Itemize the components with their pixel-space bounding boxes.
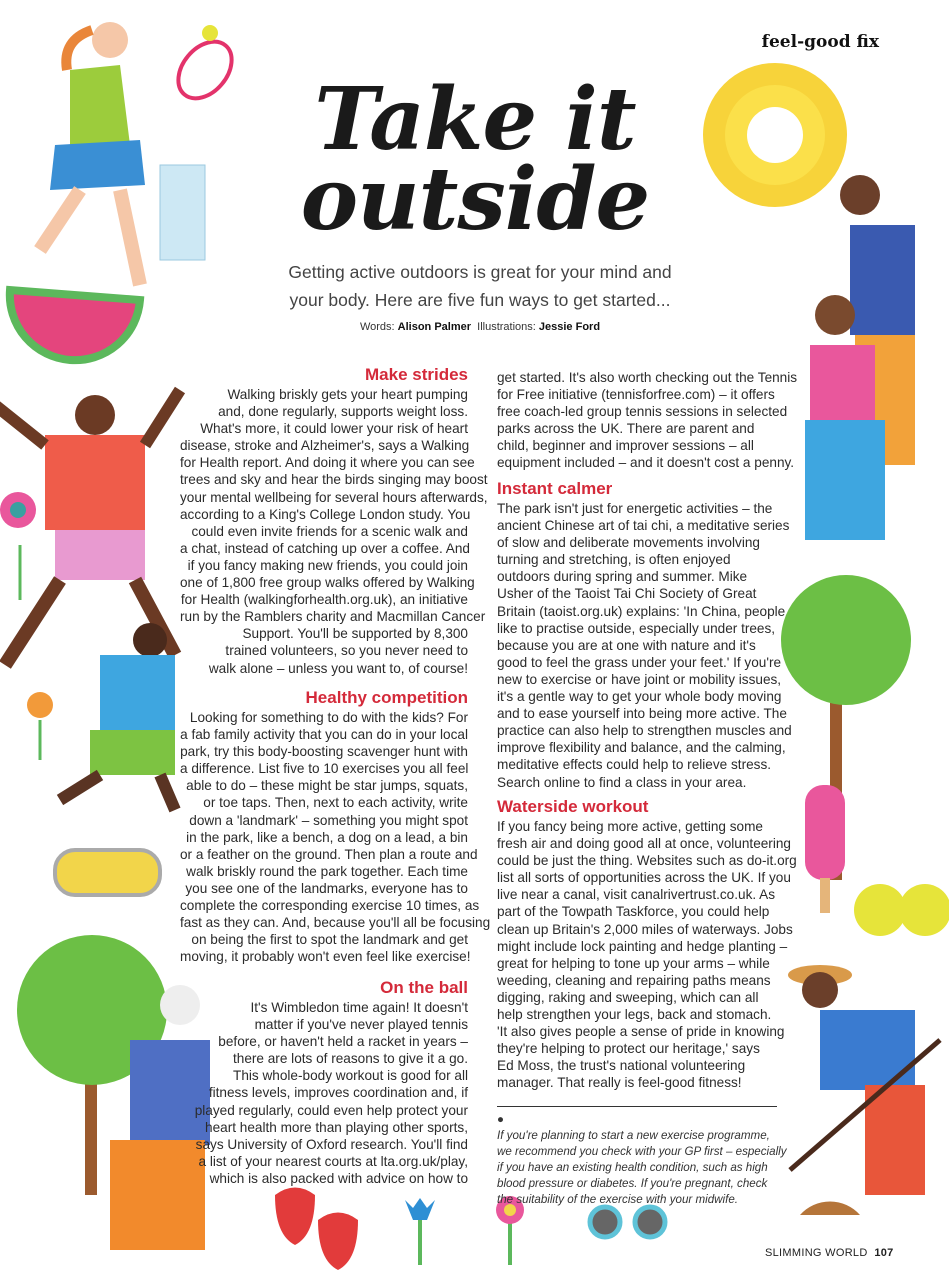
text-line: new to exercise or have joint or mobility issues,: [497, 671, 782, 687]
text-line: it's a gentle way to get your whole body moving: [497, 689, 782, 705]
section-body: [497, 818, 797, 1092]
text-line: might include lock painting and hedge planting –: [497, 938, 788, 954]
text-line: Ed Moss, the trust's national volunteering: [497, 1058, 746, 1074]
ice-lolly-illustration: [805, 785, 845, 913]
section-make-strides: [180, 364, 488, 677]
text-line: disease, stroke and Alzheimer's, says a Walking: [180, 438, 470, 454]
text-line: able to do – these might be star jumps, squats,: [186, 778, 468, 794]
flower-illustration: [27, 692, 53, 760]
text-line: Support. You'll be supported by 8,300: [242, 626, 468, 642]
strawberries-illustration: [275, 1188, 358, 1271]
text-line: one of 1,800 free group walks offered by Walking: [180, 575, 475, 591]
sun-illustration: [703, 63, 847, 207]
page-title: [250, 69, 700, 250]
text-line: on being the first to spot the landmark and get: [191, 932, 468, 948]
text-line: a fab family activity that you can do in your local: [180, 727, 468, 743]
text-line: trees and sky and hear the birds singing may boost: [180, 472, 488, 488]
text-line: 'It also gives people a sense of pride in knowing: [497, 1024, 785, 1040]
section-label: feel-good fix: [761, 32, 879, 52]
text-line: If you fancy being more active, getting some: [497, 819, 763, 834]
text-line: according to a King's College London study. You: [180, 506, 471, 522]
text-line: in the park, like a bench, a dog on a lead, a bin: [186, 829, 468, 845]
section-heading: Healthy competition: [305, 688, 468, 707]
text-line: part of the Towpath Taskforce, you could help: [497, 904, 770, 920]
text-line: park, try this body-boosting scavenger hunt with: [180, 744, 468, 760]
text-line: clean up Britain's 2,000 miles of waterways. Jobs: [497, 921, 793, 937]
text-line: digging, raking and sweeping, which can all: [497, 989, 759, 1005]
footnote-body: [497, 1128, 787, 1208]
text-line: manager. That really is feel-good fitness!: [497, 1075, 742, 1091]
sunglasses-illustration: [590, 1207, 665, 1237]
text-line: Britain (taoist.org.uk) explains: 'In China, people: [497, 603, 786, 619]
text-line: fitness levels, improves coordination and, if: [208, 1085, 468, 1101]
text-line: moving, it probably won't even feel like exercise!: [180, 949, 471, 965]
text-line: Usher of the Taoist Tai Chi Society of Great: [497, 586, 757, 602]
text-line: walk briskly round the park together. Each time: [186, 863, 468, 879]
text-line: Search online to find a class in your area.: [497, 774, 747, 790]
text-line: there are lots of reasons to give it a go.: [232, 1051, 468, 1067]
text-line: live near a canal, visit canalrivertrust.co.uk. As: [497, 887, 776, 903]
text-line: played regularly, could even help protect your: [194, 1102, 468, 1118]
text-line: The park isn't just for energetic activities – the: [497, 501, 773, 516]
text-line: good to feel the grass under your feet.' If you're: [497, 654, 782, 670]
boy-illustration: [60, 623, 175, 810]
section-heading: On the ball: [380, 978, 468, 997]
text-line: for Free initiative (tennisforfree.com) – it offers: [497, 387, 775, 403]
text-line: a list of your nearest courts at lta.org.uk/play,: [198, 1153, 468, 1169]
section-healthy-competition: [180, 687, 491, 965]
text-line: before, or haven't held a racket in years –: [218, 1034, 468, 1050]
text-line: meditative effects could help to relieve stress.: [497, 757, 772, 773]
bullet-icon: ●: [497, 1113, 505, 1126]
text-line: It's Wimbledon time again! It doesn't: [250, 1000, 468, 1015]
text-line: which is also packed with advice on how to: [209, 1170, 468, 1186]
magazine-name: SLIMMING WORLD: [765, 1247, 868, 1259]
text-line: practice can also help to strengthen muscles and: [497, 723, 792, 739]
text-line: matter if you've never played tennis: [254, 1017, 468, 1033]
text-line: help strengthen your legs, back and stomach.: [497, 1007, 772, 1023]
words-label: Words:: [359, 321, 395, 333]
author-name: Alison Palmer: [397, 321, 472, 333]
text-line: If you're planning to start a new exercise programme,: [497, 1129, 770, 1142]
text-line: get started. It's also worth checking out the Tennis: [497, 370, 798, 385]
text-line: Walking briskly gets your heart pumping: [227, 387, 468, 402]
illustrations-label: Illustrations:: [477, 321, 536, 333]
text-line: they're helping to protect our heritage,' says: [497, 1041, 760, 1057]
text-line: child, beginner and improver sessions – all: [497, 438, 754, 454]
text-line: walk alone – unless you want to, of course!: [208, 660, 468, 676]
footnote-divider: [497, 1106, 777, 1107]
text-line: free coach-led group tennis sessions in selected: [497, 404, 788, 420]
text-line: ancient Chinese art of tai chi, a meditative series: [497, 518, 790, 534]
text-line: your mental wellbeing for several hours afterwards,: [180, 489, 488, 505]
text-line: great for helping to tone up your arms – while: [497, 955, 770, 971]
illustrator-name: Jessie Ford: [538, 321, 601, 333]
gardener-illustration: [788, 965, 940, 1215]
text-line: a difference. List five to 10 exercises you all feel: [180, 761, 469, 777]
page-footer: [765, 1247, 894, 1259]
subtitle-line: Getting active outdoors is great for your mind and: [288, 262, 672, 282]
section-heading: Waterside workout: [497, 797, 649, 816]
text-line: says University of Oxford research. You'll find: [195, 1136, 468, 1152]
text-line: Looking for something to do with the kids? For: [189, 710, 468, 725]
text-line: we recommend you check with your GP first – especially: [497, 1145, 787, 1158]
text-line: equipment included – and it doesn't cost a penny.: [497, 455, 795, 471]
text-line: or a feather on the ground. Then plan a route and: [180, 846, 478, 862]
subtitle-line: your body. Here are five fun ways to get started...: [289, 290, 671, 310]
text-line: turning and stretching, is often enjoyed: [497, 552, 731, 568]
title-line: outside: [300, 149, 650, 250]
section-body: [497, 369, 798, 472]
text-line: like to practise outside, especially under trees,: [497, 620, 776, 636]
text-line: and to ease yourself into being more active. The: [497, 706, 787, 722]
couple-walking-illustration: [805, 175, 915, 540]
section-instant-calmer: [497, 478, 792, 791]
text-line: fresh air and doing good all at once, volunteering: [497, 836, 791, 852]
text-line: you see one of the landmarks, everyone has to: [185, 880, 468, 896]
health-footnote: [497, 1112, 787, 1208]
section-body: [180, 709, 491, 965]
text-line: fast as they can. And, because you'll all be focusing: [180, 915, 491, 931]
drink-illustration: [160, 165, 205, 260]
snorkel-mask-illustration: [55, 850, 160, 895]
section-body: [180, 386, 488, 677]
tennis-balls-illustration: [854, 884, 949, 936]
text-line: because you are at one with nature and it's: [497, 637, 756, 653]
text-line: What's more, it could lower your risk of heart: [200, 421, 468, 437]
text-line: blood pressure or diabetes. If you're pregnant, check: [497, 1177, 768, 1190]
page-number: 107: [874, 1247, 894, 1259]
text-line: weeding, cleaning and repairing paths means: [497, 972, 771, 988]
section-waterside-workout: [497, 796, 797, 1092]
text-line: parks across the UK. There are parent and: [497, 421, 755, 437]
credits: [250, 321, 710, 333]
section-body: [497, 500, 792, 791]
text-line: for Health (walkingforhealth.org.uk), an initiative: [180, 592, 468, 608]
text-line: could be just the thing. Websites such as do-it.org: [497, 853, 797, 869]
text-line: heart health more than playing other sports,: [205, 1119, 468, 1135]
text-line: trained volunteers, so you never need to: [225, 643, 468, 659]
section-on-the-ball-continued: [497, 369, 798, 472]
text-line: list all sorts of opportunities across the UK. If you: [497, 870, 791, 886]
flower-illustration: [405, 1198, 435, 1265]
text-line: the suitability of the exercise with your midwife.: [497, 1193, 738, 1206]
section-on-the-ball: [180, 977, 468, 1187]
flower-illustration: [0, 492, 36, 600]
text-line: if you fancy making new friends, you could join: [187, 557, 468, 573]
subtitle: [250, 258, 710, 314]
text-line: complete the corresponding exercise 10 times, as: [180, 898, 480, 914]
tree-illustration: [781, 575, 911, 880]
section-body: [180, 999, 468, 1187]
text-line: of slow and deliberate movements involving: [497, 535, 760, 551]
text-line: improve flexibility and balance, and the calming,: [497, 740, 786, 756]
tennis-player-illustration: [40, 22, 242, 285]
text-line: or toe taps. Then, next to each activity, write: [203, 795, 468, 811]
section-heading: Instant calmer: [497, 479, 613, 498]
text-line: for Health report. And doing it where you can see: [180, 455, 475, 471]
text-line: a chat, instead of catching up over a coffee. And: [180, 540, 470, 556]
text-line: This whole-body workout is good for all: [233, 1068, 468, 1084]
section-heading: Make strides: [365, 365, 468, 384]
text-line: down a 'landmark' – something you might spot: [189, 812, 468, 828]
text-line: if you have an existing health condition, such as high: [497, 1161, 768, 1174]
text-line: could even invite friends for a scenic walk and: [191, 523, 468, 539]
watermelon-illustration: [10, 290, 140, 360]
title-line: Take it: [314, 69, 636, 170]
text-line: and, done regularly, supports weight loss.: [218, 404, 468, 420]
text-line: outdoors during spring and summer. Mike: [497, 569, 748, 585]
text-line: run by the Ramblers charity and Macmillan Cancer: [180, 609, 486, 625]
